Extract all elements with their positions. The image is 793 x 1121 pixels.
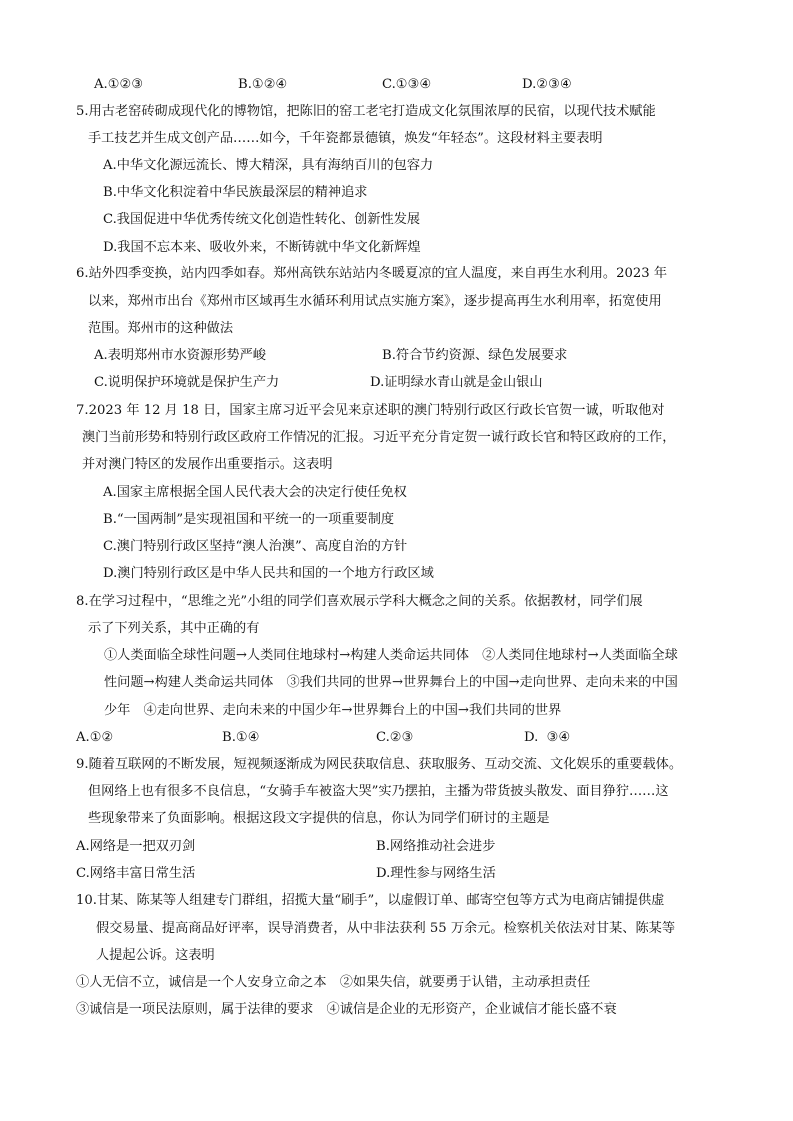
q5-option-a: A.中华文化源远流长、博大精深，具有海纳百川的包容力 (103, 158, 434, 173)
q7-option-d: D.澳门特别行政区是中华人民共和国的一个地方行政区域 (103, 566, 434, 581)
q4-option-b: B.①②④ (238, 77, 288, 92)
q6-option-c: C.说明保护环境就是保护生产力 (94, 375, 280, 390)
q8-option-d: D. ③④ (524, 730, 571, 745)
q7-stem-line: 7.2023 年 12 月 18 日，国家主席习近平会见来京述职的澳门特别行政区行政长官贺一诚，听取他对 (76, 403, 665, 418)
q5-option-b: B.中华文化积淀着中华民族最深层的精神追求 (103, 185, 368, 200)
q7-option-a: A.国家主席根据全国人民代表大会的决定行使任免权 (103, 485, 407, 500)
q9-option-d: D.理性参与网络生活 (376, 866, 496, 881)
q8-stem-line: 8.在学习过程中，“思维之光”小组的同学们喜欢展示学科大概念之间的关系。依据教材，同学们展 (76, 594, 643, 609)
q8-stem-line: 示了下列关系，其中正确的有 (88, 621, 260, 636)
q6-stem-line: 6.站外四季变换，站内四季如春。郑州高铁东站站内冬暖夏凉的宜人温度，来自再生水利用。2023 年 (76, 266, 668, 281)
q6-stem-line: 以来，郑州市出台《郑州市区域再生水循环利用试点实施方案》，逐步提高再生水利用率，拓宽使用 (88, 294, 662, 309)
q10-stem-line: 假交易量、提高商品好评率，误导消费者，从中非法获利 55 万余元。检察机关依法对甘某、陈某等 (96, 921, 676, 936)
q6-option-b: B.符合节约资源、绿色发展要求 (382, 348, 568, 363)
q8-option-c: C.②③ (376, 730, 414, 745)
q9-option-b: B.网络推动社会进步 (376, 839, 496, 854)
q9-stem-line: 些现象带来了负面影响。根据这段文字提供的信息，你认为同学们研讨的主题是 (88, 811, 550, 826)
q9-stem-line: 9.随着互联网的不断发展，短视频逐渐成为网民获取信息、获取服务、互动交流、文化娱乐的重要载体。 (76, 757, 683, 772)
q7-stem-line: 澳门当前形势和特别行政区政府工作情况的汇报。习近平充分肯定贺一诚行政长官和特区政府的工作， (82, 430, 676, 445)
q8-option-b: B.①④ (222, 730, 260, 745)
q4-option-c: C.①③④ (382, 77, 432, 92)
q9-option-c: C.网络丰富日常生活 (76, 866, 196, 881)
q6-option-a: A.表明郑州市水资源形势严峻 (94, 348, 266, 363)
q10-statement-line: ①人无信不立，诚信是一个人安身立命之本 ②如果失信，就要勇于认错，主动承担责任 (76, 975, 591, 990)
q7-option-c: C.澳门特别行政区坚持“澳人治澳”、高度自治的方针 (103, 539, 408, 554)
q7-option-b: B.“一国两制”是实现祖国和平统一的一项重要制度 (103, 512, 395, 527)
q7-stem-line: 并对澳门特区的发展作出重要指示。这表明 (82, 457, 333, 472)
q6-option-d: D.证明绿水青山就是金山银山 (370, 375, 543, 390)
q8-option-a: A.①② (76, 730, 114, 745)
q5-option-c: C.我国促进中华优秀传统文化创造性转化、创新性发展 (103, 212, 421, 227)
q8-statement-line: 性问题→构建人类命运共同体 ③我们共同的世界→世界舞台上的中国→走向世界、走向未来的中国 (104, 675, 678, 690)
q6-stem-line: 范围。郑州市的这种做法 (88, 321, 234, 336)
q4-option-d: D.②③④ (522, 77, 572, 92)
q4-option-a: A.①②③ (94, 77, 144, 92)
q9-option-a: A.网络是一把双刃剑 (76, 839, 196, 854)
q5-stem-line: 手工技艺并生成文创产品……如今，千年瓷都景德镇，焕发“年轻态”。这段材料主要表明 (88, 131, 603, 146)
q5-option-d: D.我国不忘本来、吸收外来，不断铸就中华文化新辉煌 (103, 240, 421, 255)
q5-stem-line: 5.用古老窑砖砌成现代化的博物馆，把陈旧的窑工老宅打造成文化氛围浓厚的民宿，以现代技术赋能 (76, 104, 656, 119)
q8-statement-line: ①人类面临全球性问题→人类同住地球村→构建人类命运共同体 ②人类同住地球村→人类面临全球 (104, 648, 678, 663)
q10-stem-line: 10.甘某、陈某等人组建专门群组，招揽大量“刷手”，以虚假订单、邮寄空包等方式为电商店铺提供虚 (76, 893, 665, 908)
q10-stem-line: 人提起公诉。这表明 (96, 948, 215, 963)
q10-statement-line: ③诚信是一项民法原则，属于法律的要求 ④诚信是企业的无形资产，企业诚信才能长盛不衰 (76, 1002, 617, 1017)
q9-stem-line: 但网络上也有很多不良信息，“女骑手车被盗大哭”实乃摆拍，主播为带货披头散发、面目狰狞……这 (88, 784, 669, 799)
q8-statement-line: 少年 ④走向世界、走向未来的中国少年→世界舞台上的中国→我们共同的世界 (104, 703, 562, 718)
